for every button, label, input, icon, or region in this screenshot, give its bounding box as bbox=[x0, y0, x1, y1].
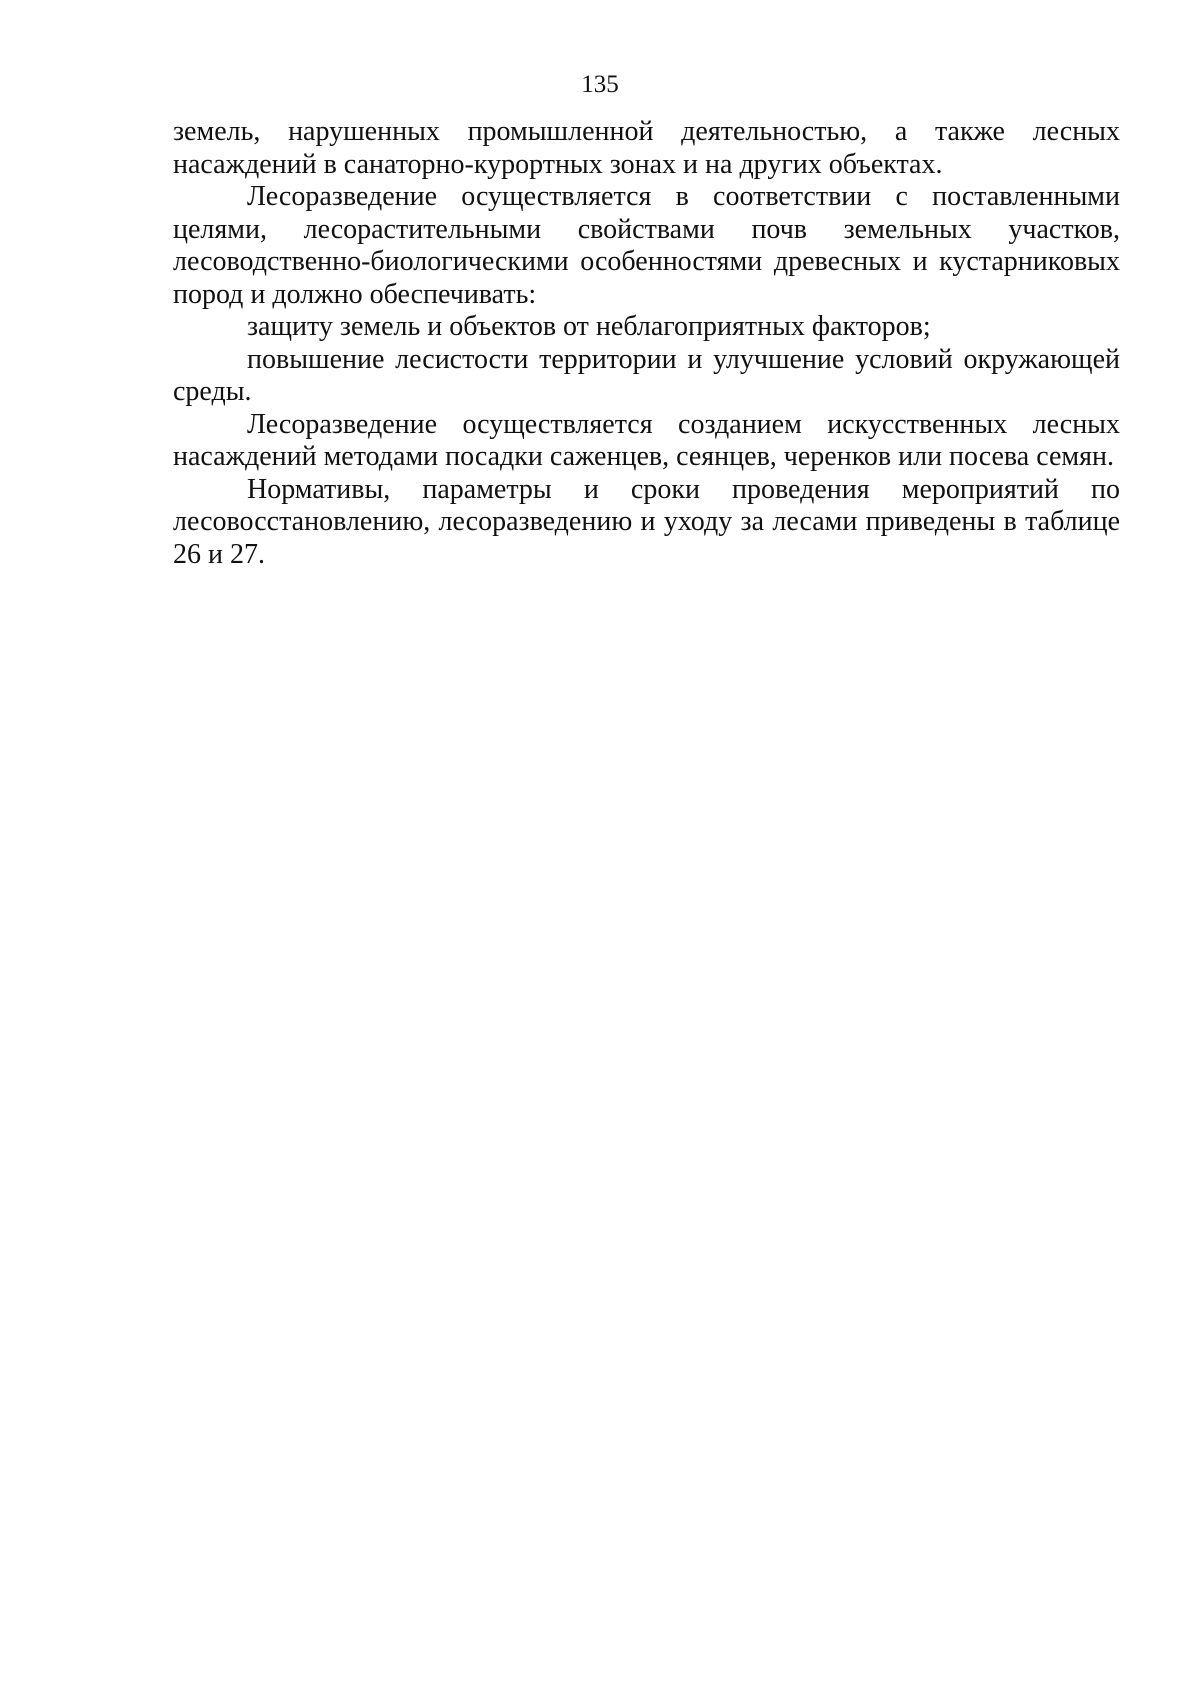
document-body bbox=[173, 116, 1120, 571]
page-number: 135 bbox=[581, 71, 619, 98]
paragraph-norms-reference: Нормативы, параметры и сроки проведения мероприятий по лесовосстановлению, лесоразведению и уходу за лесами приведены в таблице 26 и 27. bbox=[173, 473, 1120, 570]
paragraph-forest-cover-increase: повышение лесистости территории и улучшение условий окружающей среды. bbox=[173, 343, 1120, 407]
paragraph-afforestation-methods: Лесоразведение осуществляется созданием искусственных лесных насаждений методами посадки саженцев, сеянцев, черенков или посева семян. bbox=[173, 408, 1120, 472]
paragraph-continuation: земель, нарушенных промышленной деятельностью, а также лесных насаждений в санаторно-курортных зонах и на других объектах. bbox=[173, 116, 1120, 180]
paragraph-land-protection: защиту земель и объектов от неблагоприятных факторов; bbox=[247, 311, 931, 342]
paragraph-afforestation-goals: Лесоразведение осуществляется в соответствии с поставленными целями, лесорастительными свойствами почв земельных участков, лесоводственно-биологическими особенностями древесных и кустарниковых пород и должно обеспечивать: bbox=[173, 181, 1120, 310]
